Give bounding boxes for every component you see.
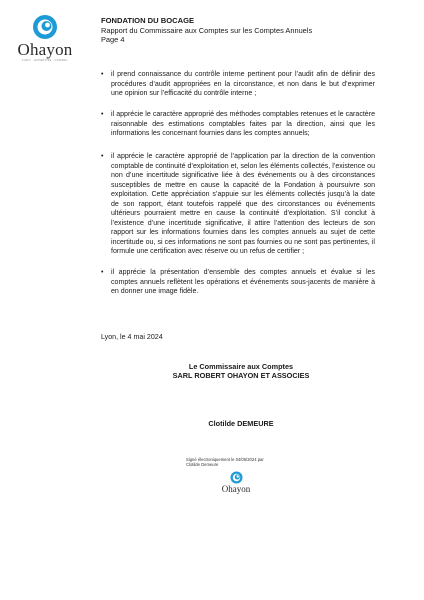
list-item [101,152,375,257]
logo-wordmark: Ohayon [221,484,251,494]
list-item-text: il apprécie le caractère approprié des méthodes comptables retenues et le caractère raisonnable des estimations comptables faites par la direction, ainsi que les informations les concernant fournies dans les comptes annuels; [111,111,375,138]
list-item [101,110,375,139]
bullet-icon: • [101,269,104,276]
bullet-icon: • [101,111,104,118]
place-and-date: Lyon, le 4 mai 2024 [101,333,163,341]
list-item-text: il apprécie la présentation d’ensemble des comptes annuels et évalue si les comptes annuels reflètent les opérations et événements sous-jacents de manière à en donner une image fidèle. [111,269,375,296]
list-item [101,268,375,297]
page-number: Page 4 [101,35,125,45]
electronic-signature-note [186,457,264,467]
report-title: Rapport du Commissaire aux Comptes sur les Comptes Annuels [101,25,313,35]
document-header [101,16,401,45]
signatory-name: Clotilde DEMEURE [208,419,274,428]
logo-mark-icon [230,471,243,484]
signature-logo [218,471,254,494]
bullet-icon: • [101,71,104,78]
signatory-block [101,362,381,381]
logo-mark-icon [32,14,58,40]
list-item [101,70,375,99]
esign-line-2: Clotilde Demeure [186,462,219,467]
logo-wordmark: Ohayon [17,40,73,59]
company-logo [14,14,76,63]
list-item-text: il apprécie le caractère approprié de l’application par la direction de la convention comptable de continuité d’exploitation et, selon les éléments collectés, l’existence ou non d’une incertitude significative liée à des événements ou à des circonstances susceptibles de mettre en cause la capacité de la Fondation à poursuivre son exploitation. Cette appréciation s’appuie sur les éléments collectés jusqu’à la date de son rapport, étant toutefois rappelé que des circonstances ou événements ultérieurs pourraient mettre en cause la continuité d’exploitation. S’il conclut à l’existence d’une incertitude significative, il attire l’attention des lecteurs de son rapport sur les informations fournies dans les comptes annuels au sujet de cette incertitude ou, si ces informations ne sont pas fournies ou ne sont pas pertinentes, il formule une certification avec réserve ou un refus de certifier ; [111,153,375,256]
logo-tagline: AUDIT · EXPERTISE · CONSEIL [21,59,69,62]
esign-line-1: Signé électroniquement le 04/05/2024 par [186,457,264,462]
signatory-role: Le Commissaire aux Comptes [188,362,294,371]
list-item-text: il prend connaissance du contrôle interne pertinent pour l’audit afin de définir des procédures d’audit appropriées en la circonstance, et non dans le but d’exprimer une opinion sur l’efficacité du contrôle interne ; [111,71,375,98]
organization-name: FONDATION DU BOCAGE [101,16,195,25]
signatory-firm: SARL ROBERT OHAYON ET ASSOCIES [172,371,310,381]
bullet-icon: • [101,153,104,160]
